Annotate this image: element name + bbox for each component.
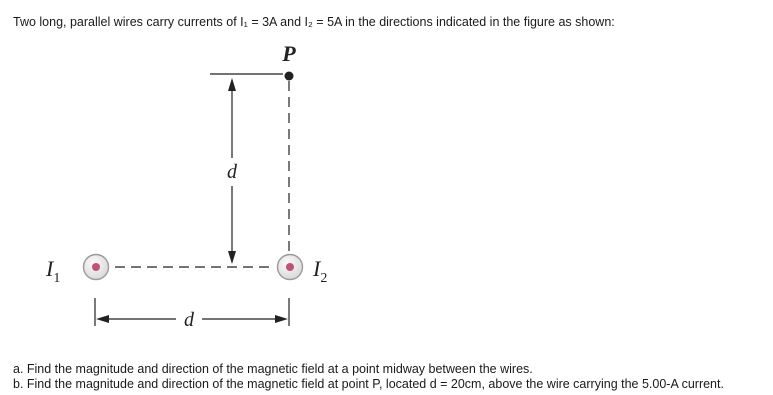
- wire-2-current-dot: [286, 263, 294, 271]
- horizontal-distance-label: d: [184, 309, 194, 331]
- point-p-label: P: [282, 41, 296, 66]
- vertical-arrow-down: [228, 251, 236, 264]
- question-b: b. Find the magnitude and direction of the magnetic field at point P, located d = 20cm, above the wire carrying the 5.00-A current.: [13, 376, 724, 391]
- wire-2-label: $I_2$: [313, 256, 328, 286]
- vertical-distance-label: d: [227, 161, 237, 183]
- question-a: a. Find the magnitude and direction of the magnetic field at a point midway between the wires.: [13, 362, 533, 376]
- wire-2: [278, 255, 303, 280]
- questions: [13, 362, 724, 391]
- horizontal-arrow-right: [275, 315, 288, 323]
- wire-1-current-dot: [92, 263, 100, 271]
- point-p-dot: [285, 72, 294, 81]
- horizontal-arrow-left: [96, 315, 109, 323]
- wire-1: [84, 255, 109, 280]
- vertical-arrow-up: [228, 78, 236, 91]
- problem-intro: Two long, parallel wires carry currents of I₁ = 3A and I₂ = 5A in the directions indicated in the figure as shown:: [13, 15, 615, 29]
- wire-1-label: $I_1$: [46, 256, 61, 286]
